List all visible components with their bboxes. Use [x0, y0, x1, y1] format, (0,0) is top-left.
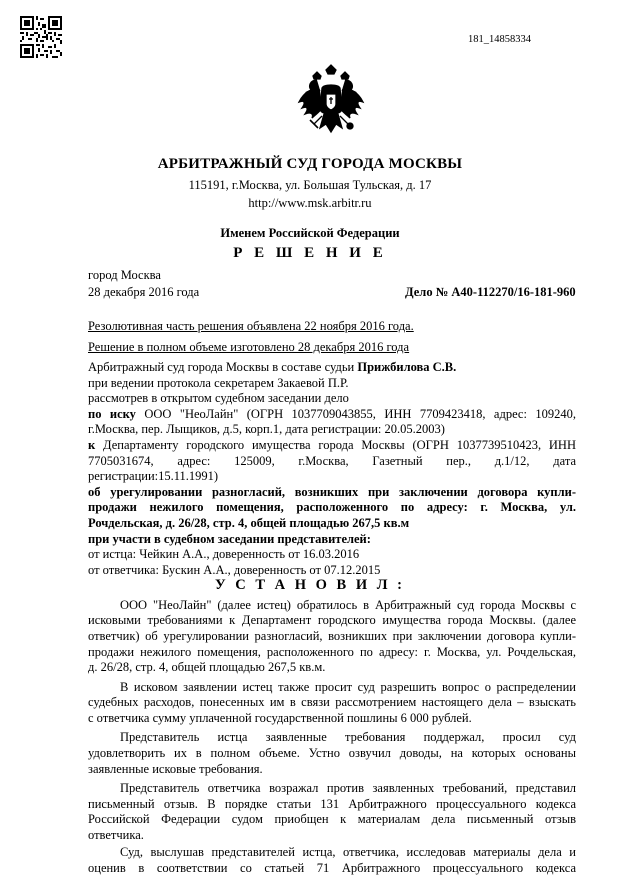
paragraph-4-line: письменный отзыв. В порядке статьи 131 Арбитражного процессуального кодекса — [88, 796, 576, 811]
document-number: 181_14858334 — [468, 34, 531, 45]
subject-line-2: продажи нежилого помещения, расположенного по адресу: г. Москва, ул. — [88, 500, 576, 515]
paragraph-4-line: ответчика. — [88, 827, 144, 842]
paragraph-1-line: ООО "НеоЛайн" (далее истец) обратилось в Арбитражный суд города Москвы с — [120, 597, 576, 612]
city: город Москва — [88, 268, 161, 282]
paragraph-2-line: судебных расходов, понесенных им в связи рассмотрением настоящего дела – взыскать — [88, 695, 576, 710]
case-number: Дело № А40-112270/16-181-960 — [405, 285, 576, 299]
court-title: АРБИТРАЖНЫЙ СУД ГОРОДА МОСКВЫ — [157, 156, 463, 172]
defendant-text-1: Департаменту городского имущества города Москвы (ОГРН 1037739510423, ИНН — [95, 437, 576, 452]
subject-line-1: об урегулировании разногласий, возникших при заключении договора купли- — [88, 484, 576, 499]
qr-code — [20, 16, 62, 58]
decision-date: 28 декабря 2016 года — [88, 285, 200, 299]
document-type-heading: Р Е Ш Е Н И Е — [233, 245, 387, 261]
established-heading: У С Т А Н О В И Л : — [214, 577, 406, 594]
paragraph-2-line: с ответчика сумму уплаченной государственной пошлины 6 000 рублей. — [88, 710, 472, 725]
judge-name: Прижбилова С.В. — [357, 359, 457, 374]
paragraph-5-line: Суд, выслушав представителей истца, ответчика, исследовав материалы дела и — [120, 845, 576, 860]
paragraph-1-line: ответчик) об урегулировании разногласий, возникших при заключении договора купли- — [88, 629, 576, 643]
paragraph-2-line: В исковом заявлении истец также просит суд разрешить вопрос о распределении — [120, 679, 576, 694]
defendant-line-2: 7705031674, адрес: 125009, г.Москва, Газетный пер., д.1/12, дата — [88, 453, 576, 468]
coat-of-arms-icon — [296, 64, 366, 140]
paragraph-4-line: Представитель ответчика возражал против заявленных требований, представил — [120, 781, 576, 796]
claim-line-2: г.Москва, пер. Лыщиков, д.5, корп.1, дата регистрации: 20.05.2003) — [88, 422, 445, 437]
claim-label: по иску — [88, 406, 136, 421]
paragraph-3-line: Представитель истца заявленные требования поддержал, просил суд — [120, 730, 576, 745]
defendant-line-3: регистрации:15.11.1991) — [88, 469, 219, 484]
claim-text-1: ООО "НеоЛайн" (ОГРН 1037709043855, ИНН 7709423418, адрес: 109240, — [135, 406, 577, 421]
court-address: 115191, г.Москва, ул. Большая Тульская, д. 17 — [188, 178, 432, 192]
name-of-federation: Именем Российской Федерации — [220, 226, 400, 240]
plaintiff-representative: от истца: Чейкин А.А., доверенность от 16.03.2016 — [88, 547, 360, 562]
defendant-label: к — [88, 437, 96, 452]
full-text-note: Решение в полном объеме изготовлено 28 декабря 2016 года — [88, 339, 410, 354]
secretary-line: при ведении протокола секретарем Закаевой П.Р. — [88, 375, 349, 390]
defendant-representative: от ответчика: Бускин А.А., доверенность от 07.12.2015 — [88, 562, 381, 577]
paragraph-1-line: продажи нежилого помещения, расположенного по адресу: г. Москва, ул. Рочдельская, — [88, 644, 576, 659]
composition-line — [88, 359, 576, 375]
composition-prefix: Арбитражный суд города Москвы в составе судьи — [88, 359, 358, 374]
subject-line-3: Рочдельская, д. 26/28, стр. 4, общей площадью 267,5 кв.м — [88, 515, 410, 530]
court-url: http://www.msk.arbitr.ru — [248, 196, 372, 210]
paragraph-4-line: Российской Федерации судом приобщен к материалам дела письменный отзыв — [88, 812, 576, 827]
paragraph-3-line: удовлетворить их в полном объеме. Устно озвучил доводы, на которых основаны — [88, 746, 576, 760]
paragraph-1-line: д. 26/28, стр. 4, общей площадью 267,5 кв.м. — [88, 660, 326, 675]
session-line: рассмотрев в открытом судебном заседании дело — [88, 391, 349, 406]
claim-line-1 — [88, 406, 576, 422]
attendance-line: при участи в судебном заседании представителей: — [88, 531, 371, 546]
resolutive-part-note: Резолютивная часть решения объявлена 22 ноября 2016 года. — [88, 319, 414, 333]
defendant-line-1 — [88, 437, 576, 453]
paragraph-3-line: заявленные исковые требования. — [88, 761, 263, 776]
paragraph-1-line: исковыми требованиями к Департамент городского имущества города Москвы. (далее — [88, 613, 576, 628]
paragraph-5-line: оценив в соответствии со статьей 71 Арбитражного процессуального кодекса — [88, 861, 576, 875]
